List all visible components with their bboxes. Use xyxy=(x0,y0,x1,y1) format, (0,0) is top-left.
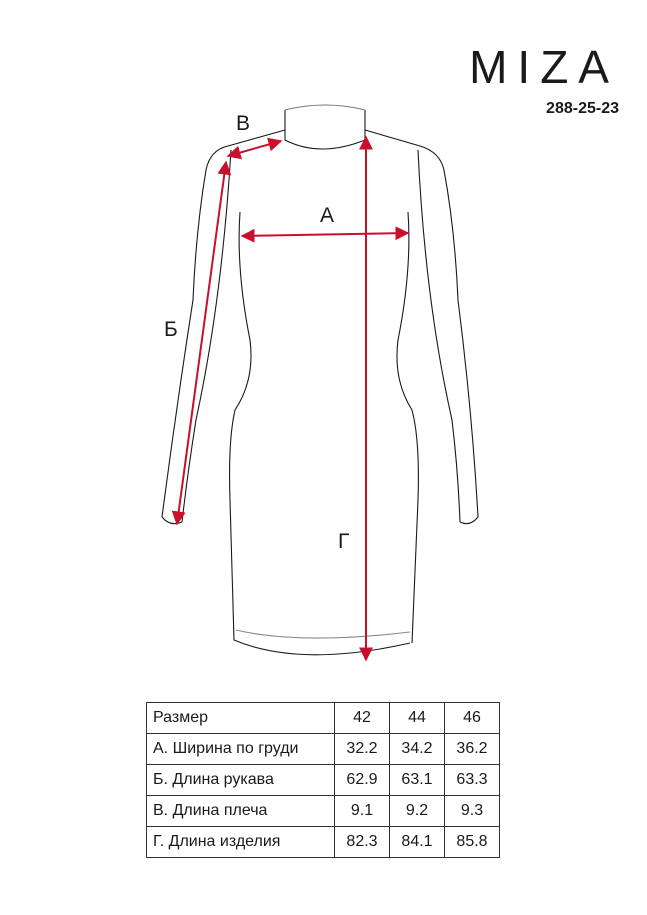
table-row xyxy=(147,827,500,858)
label-a: А xyxy=(320,204,335,227)
label-g: Г xyxy=(338,530,350,553)
row-name: В. Длина плеча xyxy=(147,796,335,827)
row-value: 84.1 xyxy=(390,827,445,858)
row-name: А. Ширина по груди xyxy=(147,734,335,765)
table-row xyxy=(147,796,500,827)
header-size-46: 46 xyxy=(445,703,500,734)
table-row xyxy=(147,734,500,765)
row-value: 63.3 xyxy=(445,765,500,796)
table-row xyxy=(147,765,500,796)
row-name: Г. Длина изделия xyxy=(147,827,335,858)
row-value: 9.1 xyxy=(335,796,390,827)
row-value: 9.2 xyxy=(390,796,445,827)
row-value: 63.1 xyxy=(390,765,445,796)
label-b: Б xyxy=(164,318,178,341)
row-name: Б. Длина рукава xyxy=(147,765,335,796)
header-size-42: 42 xyxy=(335,703,390,734)
row-value: 62.9 xyxy=(335,765,390,796)
label-v: В xyxy=(236,112,251,135)
measure-lines xyxy=(177,137,408,660)
row-value: 85.8 xyxy=(445,827,500,858)
measure-a-line xyxy=(242,233,408,236)
brand-logo: MIZA xyxy=(469,41,619,93)
row-value: 36.2 xyxy=(445,734,500,765)
row-value: 34.2 xyxy=(390,734,445,765)
row-value: 9.3 xyxy=(445,796,500,827)
header-size-44: 44 xyxy=(390,703,445,734)
row-value: 32.2 xyxy=(335,734,390,765)
row-value: 82.3 xyxy=(335,827,390,858)
table-header-row xyxy=(147,703,500,734)
dress-outline xyxy=(162,105,478,655)
article-number: 288-25-23 xyxy=(546,100,619,117)
size-table xyxy=(146,702,500,858)
measure-b-line xyxy=(177,162,226,524)
header-size-label: Размер xyxy=(147,703,335,734)
